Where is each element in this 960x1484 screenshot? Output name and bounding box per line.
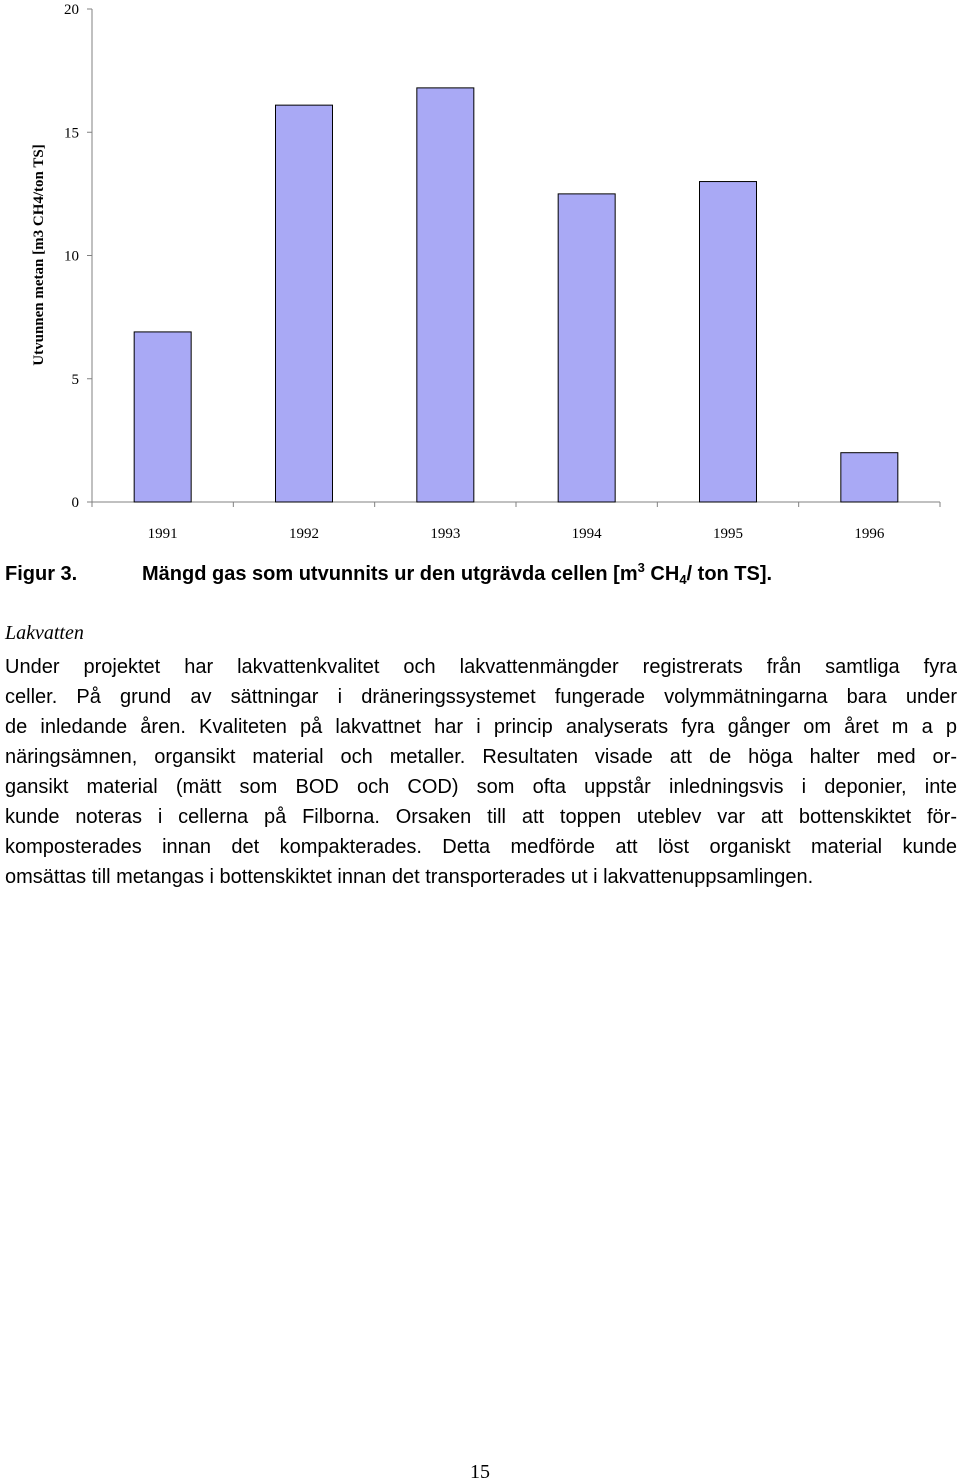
- x-tick-label: 1996: [854, 526, 885, 542]
- x-tick-label: 1991: [147, 526, 178, 542]
- y-tick-label: 5: [71, 371, 79, 388]
- bar: [558, 194, 615, 502]
- bar: [134, 332, 191, 502]
- x-tick-label: 1993: [430, 526, 461, 542]
- bar: [700, 182, 757, 502]
- body-line: celler. På grund av sättningar i dräneringssystemet fungerade volymmätningarna bara under: [5, 686, 957, 708]
- bar: [276, 105, 333, 502]
- body-paragraph: [5, 652, 957, 892]
- body-line: Under projektet har lakvattenkvalitet och lakvattenmängder registrerats från samtliga fyra: [5, 656, 957, 678]
- chart-axes: [87, 9, 940, 507]
- x-tick-label: 1994: [571, 526, 602, 542]
- body-line: kunde noteras i cellerna på Filborna. Orsaken till att toppen uteblev var att bottenskiktet för-: [5, 806, 957, 828]
- body-line: gansikt material (mätt som BOD och COD) som ofta uppstår inledningsvis i deponier, inte: [5, 776, 957, 798]
- y-tick-label: 15: [64, 125, 79, 142]
- y-tick-labels: [64, 2, 79, 511]
- figure-caption-text: Mängd gas som utvunnits ur den utgrävda cellen [$m^3$ $CH_4/$ ton TS].: [142, 560, 773, 587]
- bar: [841, 453, 898, 502]
- y-tick-label: 0: [71, 495, 79, 511]
- figure-caption-label: Figur 3.: [5, 563, 78, 585]
- body-line: omsättas till metangas i bottenskiktet innan det transporterades ut i lakvattenuppsamlingen.: [5, 866, 814, 888]
- x-tick-label: 1995: [713, 526, 743, 542]
- page-number: 15: [470, 1461, 490, 1483]
- body-line: de inledande åren. Kvaliteten på lakvattnet har i princip analyserats fyra gånger om året m a p: [5, 716, 957, 738]
- x-tick-labels: [148, 526, 885, 542]
- section-title: Lakvatten: [5, 622, 84, 644]
- body-line: komposterades innan det kompakterades. Detta medförde att löst organiskt material kunde: [5, 836, 957, 858]
- y-axis-label: Utvunnen metan [m3 CH4/ton TS]: [31, 144, 47, 366]
- figure-caption: [5, 560, 773, 587]
- chart-bars: [134, 88, 898, 502]
- body-line: näringsämnen, organsikt material och metaller. Resultaten visade att de höga halter med or-: [5, 746, 957, 768]
- bar: [417, 88, 474, 502]
- bar-chart: [0, 0, 960, 555]
- y-tick-label: 10: [64, 248, 79, 265]
- x-tick-label: 1992: [289, 526, 319, 542]
- y-tick-label: 20: [64, 2, 79, 18]
